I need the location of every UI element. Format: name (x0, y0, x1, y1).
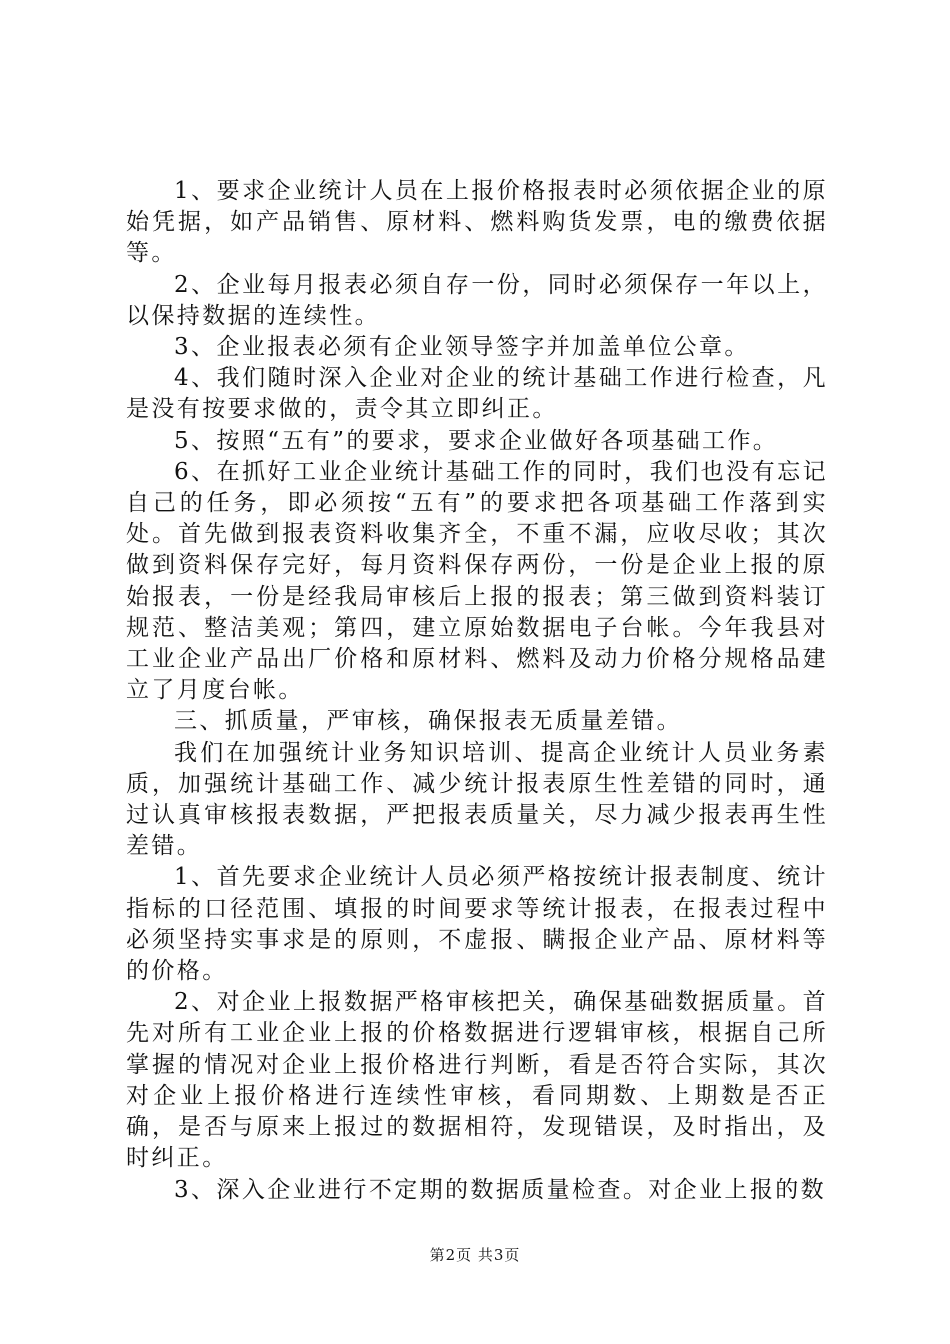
paragraph-intro: 我们在加强统计业务知识培训、提高企业统计人员业务素质，加强统计基础工作、减少统计报表原生性差错的同时，通过认真审核报表数据，严把报表质量关，尽力减少报表再生性差错。 (126, 739, 828, 860)
paragraph-4: 4、我们随时深入企业对企业的统计基础工作进行检查，凡是没有按要求做的，责令其立即纠正。 (126, 365, 828, 423)
paragraph-9: 3、深入企业进行不定期的数据质量检查。对企业上报的数 (174, 1176, 827, 1203)
paragraph-3: 3、企业报表必须有企业领导签字并加盖单位公章。 (174, 334, 750, 361)
document-body (126, 176, 828, 1206)
paragraph-1: 1、要求企业统计人员在上报价格报表时必须依据企业的原始凭据，如产品销售、原材料、燃料购货发票，电的缴费依据等。 (126, 178, 828, 267)
paragraph-8: 2、对企业上报数据严格审核把关，确保基础数据质量。首先对所有工业企业上报的价格数据进行逻辑审核，根据自己所掌握的情况对企业上报价格进行判断，看是否符合实际，其次对企业上报价格进行连续性审核，看同期数、上期数是否正确，是否与原来上报过的数据相符，发现错误，及时指出，及时纠正。 (126, 989, 828, 1172)
section-heading: 三、抓质量，严审核，确保报表无质量差错。 (174, 708, 682, 735)
page-footer: 第2页 共3页 (429, 1246, 521, 1264)
paragraph-6: 6、在抓好工业企业统计基础工作的同时，我们也没有忘记自己的任务，即必须按“五有”的要求把各项基础工作落到实处。首先做到报表资料收集齐全，不重不漏，应收尽收；其次做到资料保存完好，每月资料保存两份，一份是企业上报的原始报表，一份是经我局审核后上报的报表；第三做到资料装订规范、整洁美观；第四，建立原始数据电子台帐。今年我县对工业企业产品出厂价格和原材料、燃料及动力价格分规格品建立了月度台帐。 (126, 458, 828, 704)
paragraph-5: 5、按照“五有”的要求，要求企业做好各项基础工作。 (174, 427, 779, 454)
paragraph-2: 2、企业每月报表必须自存一份，同时必须保存一年以上，以保持数据的连续性。 (126, 271, 828, 329)
paragraph-7: 1、首先要求企业统计人员必须严格按统计报表制度、统计指标的口径范围、填报的时间要求等统计报表，在报表过程中必须坚持实事求是的原则，不虚报、瞒报企业产品、原材料等的价格。 (126, 864, 828, 985)
